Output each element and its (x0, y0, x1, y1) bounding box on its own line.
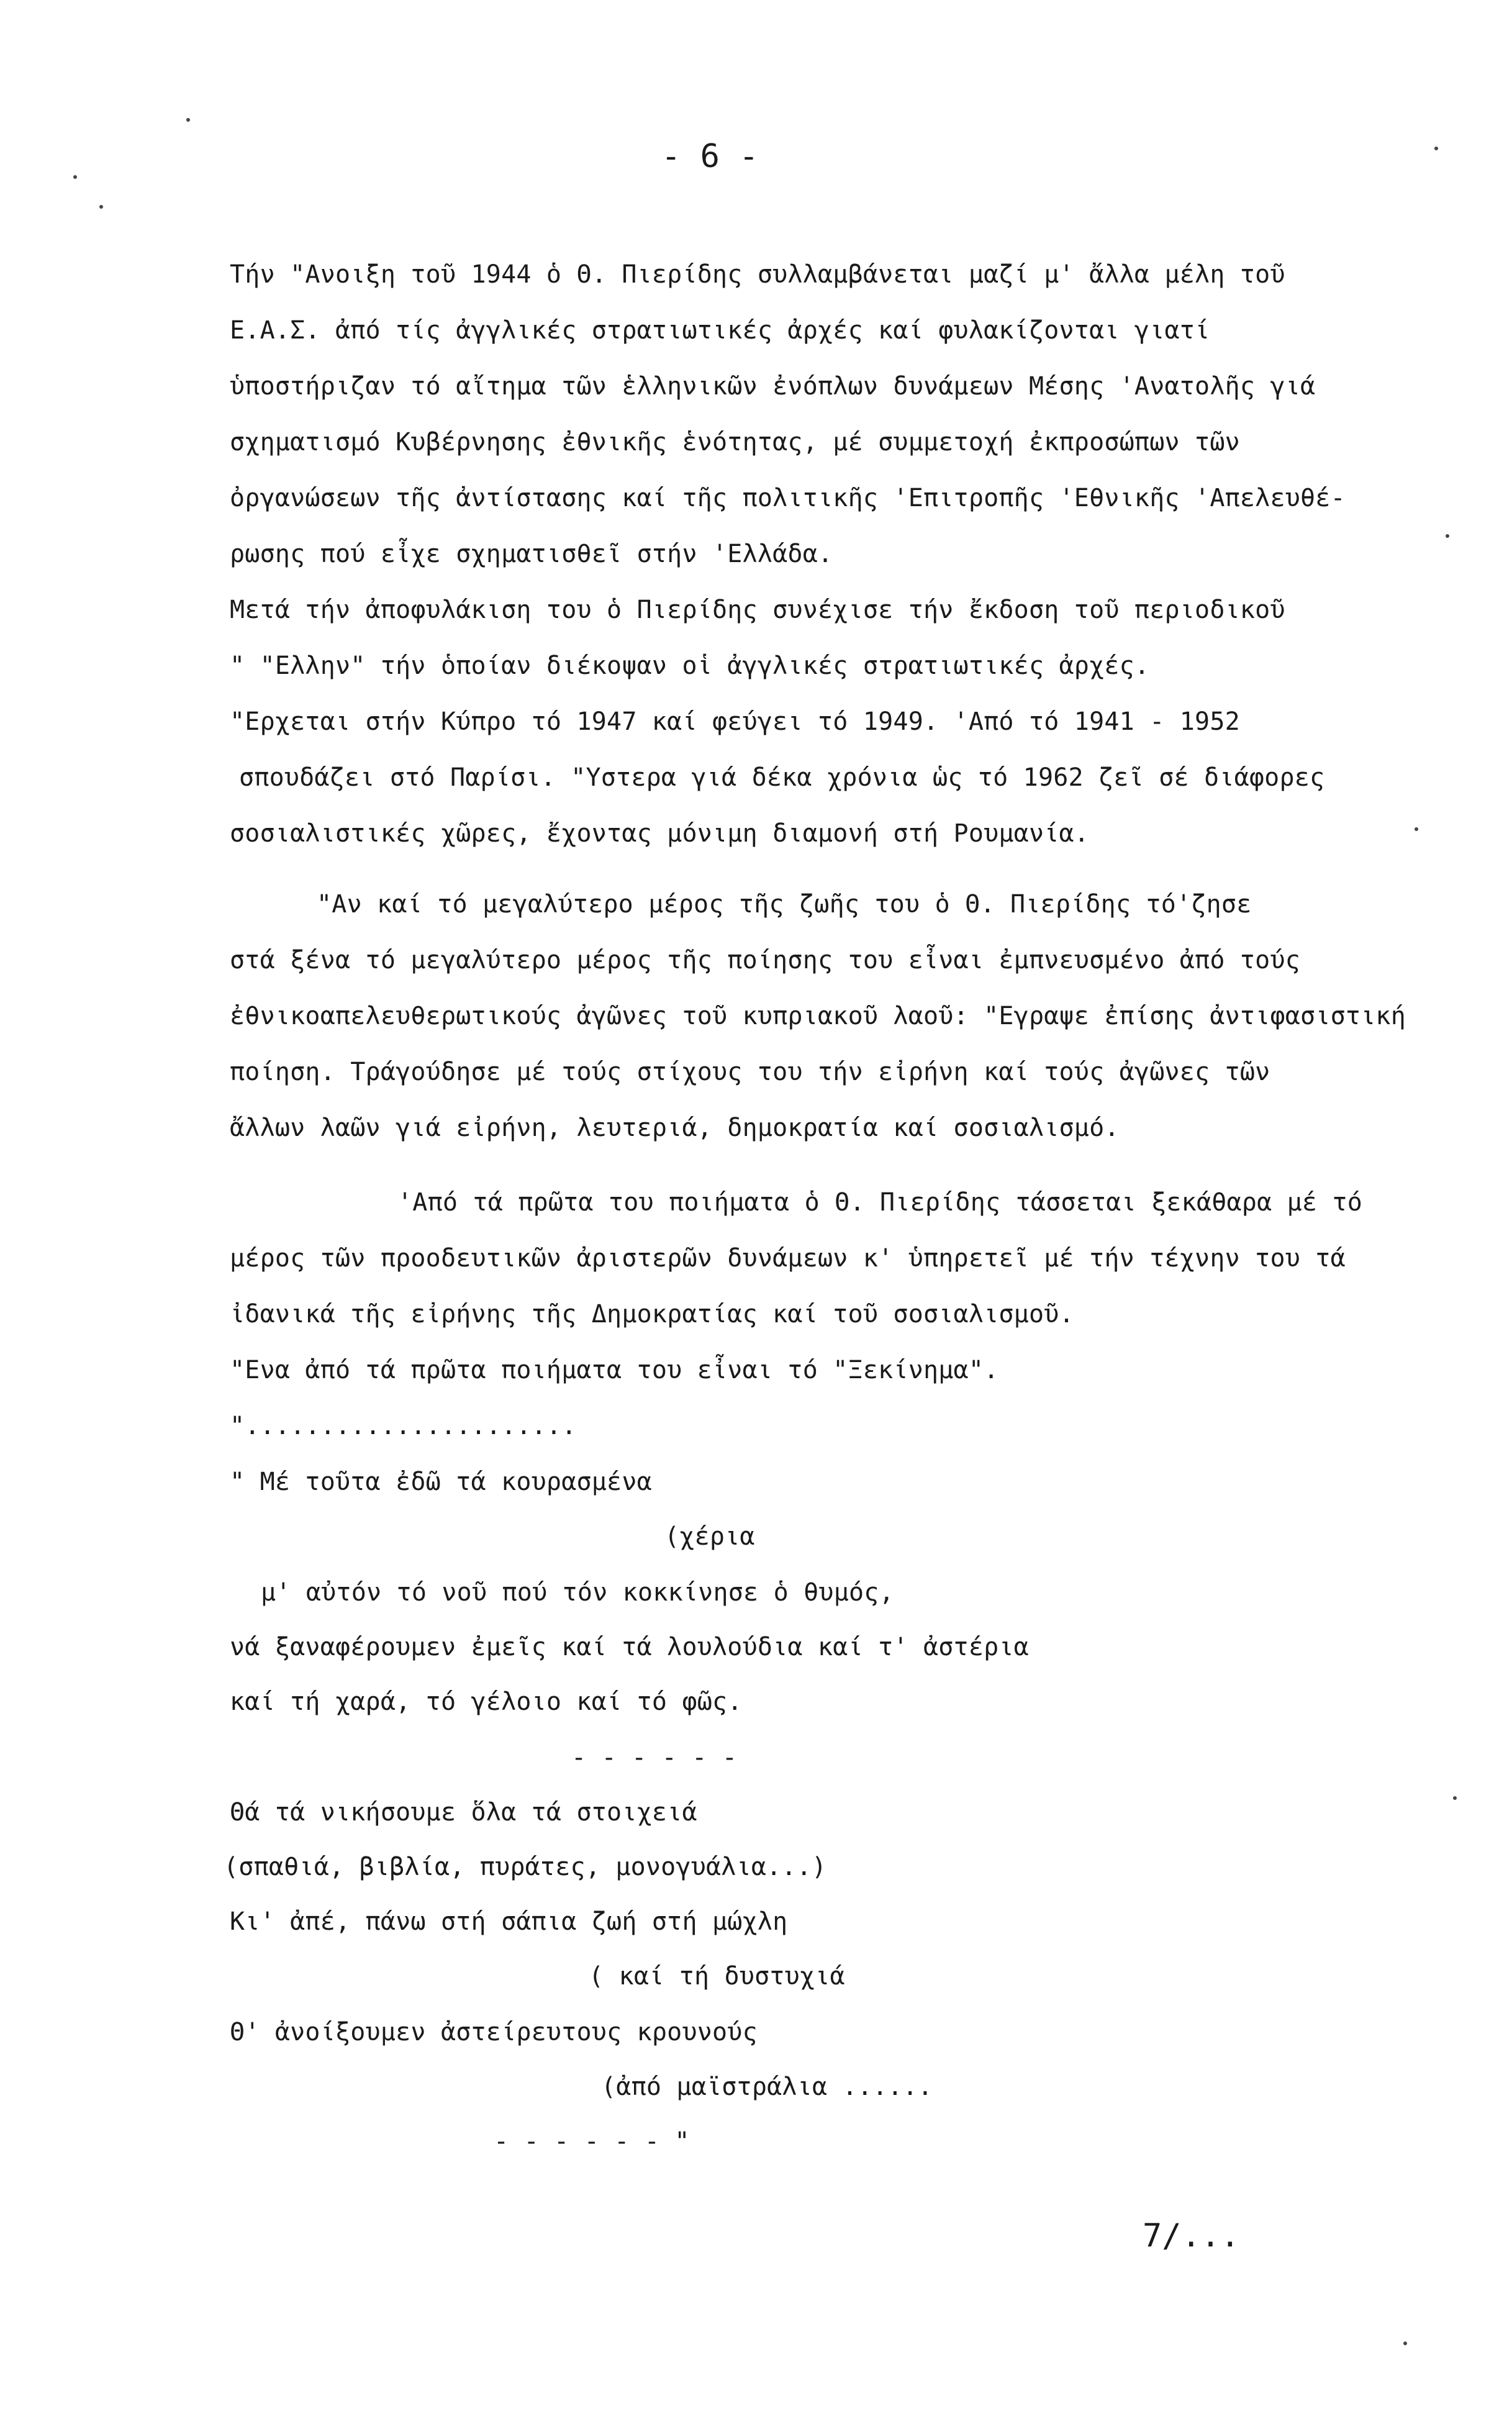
text-line: Μετά τήν ἀποφυλάκιση του ὁ Πιερίδης συνέχισε τήν ἔκδοση τοῦ περιοδικοῦ (230, 596, 1285, 624)
text-line: ἐθνικοαπελευθερωτικούς ἀγῶνες τοῦ κυπριακοῦ λαοῦ: "Εγραψε ἐπίσης ἀντιφασιστική (230, 1002, 1406, 1030)
text-line: ἰδανικά τῆς εἰρήνης τῆς Δημοκρατίας καί τοῦ σοσιαλισμοῦ. (230, 1300, 1074, 1329)
scan-speck (186, 118, 190, 122)
poem-line: ( καί τή δυστυχιά (589, 1962, 845, 1991)
continuation-marker: 7/... (1143, 2217, 1240, 2255)
text-line: ὀργανώσεων τῆς ἀντίστασης καί τῆς πολιτικῆς 'Επιτροπῆς 'Εθνικῆς 'Απελευθέ- (230, 484, 1346, 512)
text-line: Ε.Α.Σ. ἀπό τίς ἀγγλικές στρατιωτικές ἀρχές καί φυλακίζονται γιατί (230, 316, 1210, 345)
text-line: ἄλλων λαῶν γιά εἰρήνη, λευτεριά, δημοκρατία καί σοσιαλισμό. (230, 1114, 1120, 1142)
text-line: σοσιαλιστικές χῶρες, ἔχοντας μόνιμη διαμονή στή Ρουμανία. (230, 819, 1090, 848)
text-line: " "Ελλην" τήν ὁποίαν διέκοψαν οἱ ἀγγλικές στρατιωτικές ἀρχές. (230, 652, 1150, 680)
text-line: σχηματισμό Κυβέρνησης ἐθνικῆς ἑνότητας, μέ συμμετοχή ἐκπροσώπων τῶν (230, 428, 1240, 456)
text-line: Τήν "Ανοιξη τοῦ 1944 ὁ Θ. Πιερίδης συλλαμβάνεται μαζί μ' ἄλλα μέλη τοῦ (230, 260, 1285, 289)
scan-speck (99, 205, 103, 209)
text-line: στά ξένα τό μεγαλύτερο μέρος τῆς ποίησης του εἶναι ἐμπνευσμένο ἀπό τούς (230, 946, 1301, 974)
text-line: "...................... (230, 1412, 577, 1440)
text-line: ρωσης πού εἶχε σχηματισθεῖ στήν 'Ελλάδα. (230, 540, 833, 568)
text-line: ὑποστήριζαν τό αἴτημα τῶν ἑλληνικῶν ἐνόπλων δυνάμεων Μέσης 'Ανατολῆς γιά (230, 372, 1316, 401)
scan-speck (1403, 2342, 1407, 2345)
text-line: "Αν καί τό μεγαλύτερο μέρος τῆς ζωῆς του ὁ Θ. Πιερίδης τό'ζησε (317, 890, 1252, 919)
scan-speck (1453, 1796, 1457, 1800)
poem-line: (ἀπό μαϊστράλια ...... (601, 2073, 933, 2101)
text-line: μέρος τῶν προοδευτικῶν ἀριστερῶν δυνάμεων κ' ὑπηρετεῖ μέ τήν τέχνην του τά (230, 1244, 1346, 1273)
poem-line: (χέρια (664, 1522, 755, 1551)
poem-separator: - - - - - - " (494, 2127, 690, 2156)
poem-line: Θά τά νικήσουμε ὅλα τά στοιχειά (230, 1798, 697, 1827)
scan-speck (73, 175, 77, 179)
text-line: σπουδάζει στό Παρίσι. "Υστερα γιά δέκα χρόνια ὡς τό 1962 ζεῖ σέ διάφορες (239, 763, 1325, 792)
poem-line: μ' αὐτόν τό νοῦ πού τόν κοκκίνησε ὁ θυμός, (261, 1578, 894, 1607)
poem-line: νά ξαναφέρουμεν ἐμεῖς καί τά λουλούδια καί τ' ἀστέρια (230, 1633, 1029, 1661)
poem-line: Κι' ἀπέ, πάνω στή σάπια ζωή στή μώχλη (230, 1907, 788, 1936)
page-number: - 6 - (661, 138, 759, 175)
scan-speck (1446, 534, 1449, 538)
poem-separator: - - - - - - (571, 1743, 738, 1772)
poem-line: (σπαθιά, βιβλία, πυράτες, μονογυάλια...) (224, 1853, 827, 1881)
scan-speck (1415, 827, 1418, 831)
scan-speck (1434, 147, 1438, 150)
text-line: ποίηση. Τράγούδησε μέ τούς στίχους του τήν εἰρήνη καί τούς ἀγῶνες τῶν (230, 1058, 1270, 1086)
poem-line: " Μέ τοῦτα ἐδῶ τά κουρασμένα (230, 1468, 652, 1496)
text-line: "Ερχεται στήν Κύπρο τό 1947 καί φεύγει τό 1949. 'Από τό 1941 - 1952 (230, 707, 1240, 736)
poem-line: Θ' ἀνοίξουμεν ἀστείρευτους κρουνούς (230, 2018, 758, 2046)
poem-line: καί τή χαρά, τό γέλοιο καί τό φῶς. (230, 1687, 743, 1716)
text-line: "Ενα ἀπό τά πρῶτα ποιήματα του εἶναι τό "Ξεκίνημα". (230, 1356, 999, 1384)
text-line: 'Από τά πρῶτα του ποιήματα ὁ Θ. Πιερίδης τάσσεται ξεκάθαρα μέ τό (397, 1188, 1363, 1217)
